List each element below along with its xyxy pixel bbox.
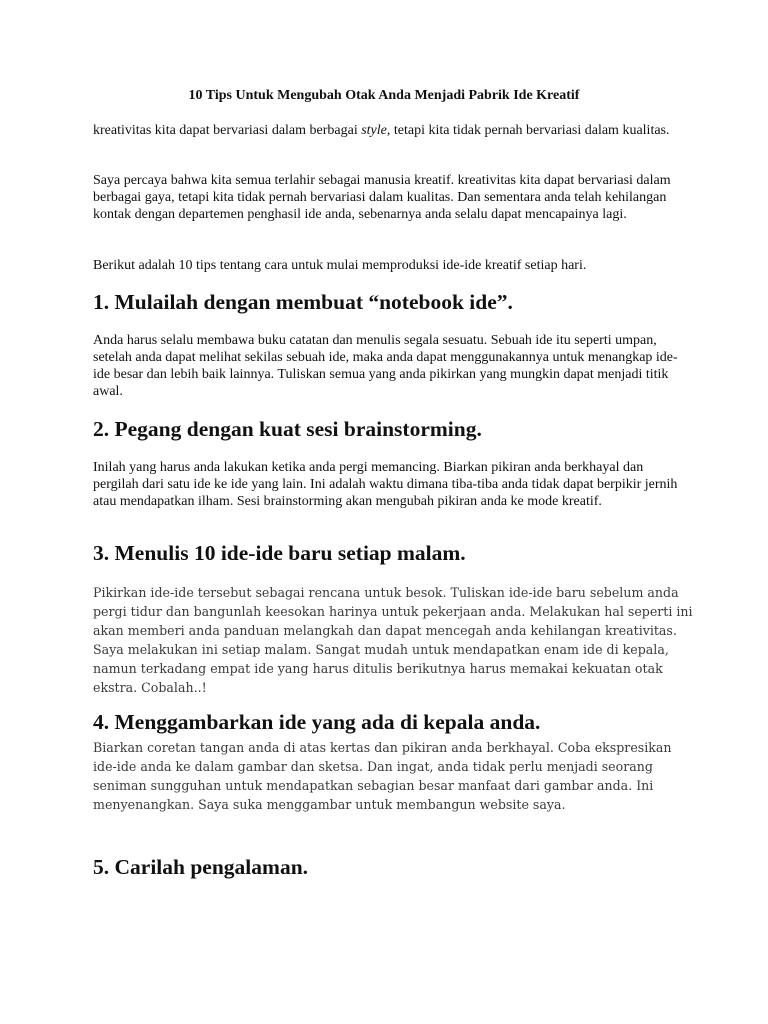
section-heading-4: 4. Menggambarkan ide yang ada di kepala anda. xyxy=(93,710,541,734)
document-title: 10 Tips Untuk Mengubah Otak Anda Menjadi Pabrik Ide Kreatif xyxy=(188,88,580,103)
section-heading-3: 3. Menulis 10 ide-ide baru setiap malam. xyxy=(93,541,466,565)
intro-paragraph-2: Saya percaya bahwa kita semua terlahir sebagai manusia kreatif. kreativitas kita dapat bervariasi dalam berbagai gaya, tetapi kita tidak pernah bervariasi dalam kualitas. Dan sementara anda telah kehilangan kontak dengan departemen penghasil ide anda, sebenarnya anda selalu dapat mencapainya lagi. xyxy=(93,173,671,222)
section-body-4: Biarkan coretan tangan anda di atas kertas dan pikiran anda berkhayal. Coba ekspresikan ide-ide anda ke dalam gambar dan sketsa. Dan ingat, anda tidak perlu menjadi seorang seniman sungguhan untuk mendapatkan sebagian besar manfaat dari gambar anda. Ini menyenangkan. Saya suka menggambar untuk membangun website saya. xyxy=(93,740,672,812)
section-heading-1: 1. Mulailah dengan membuat “notebook ide”. xyxy=(93,290,513,314)
section-heading-5: 5. Carilah pengalaman. xyxy=(93,855,309,879)
section-heading-2: 2. Pegang dengan kuat sesi brainstorming. xyxy=(93,417,482,441)
intro-paragraph-1-text-a: kreativitas kita dapat bervariasi dalam berbagai xyxy=(93,123,362,138)
intro-paragraph-1-text-b: , tetapi kita tidak pernah bervariasi dalam kualitas. xyxy=(386,123,670,138)
intro-paragraph-1 xyxy=(93,122,683,139)
intro-paragraph-3: Berikut adalah 10 tips tentang cara untuk mulai memproduksi ide-ide kreatif setiap hari. xyxy=(93,258,587,273)
section-body-1: Anda harus selalu membawa buku catatan dan menulis segala sesuatu. Sebuah ide itu seperti umpan, setelah anda dapat melihat sekilas sebuah ide, maka anda dapat menggunakannya untuk menangkap ide-ide besar dan lebih baik lainnya. Tuliskan semua yang anda pikirkan yang mungkin dapat menjadi titik awal. xyxy=(93,333,678,399)
intro-paragraph-1-italic: style xyxy=(361,123,387,138)
section-body-3: Pikirkan ide-ide tersebut sebagai rencana untuk besok. Tuliskan ide-ide baru sebelum anda pergi tidur dan bangunlah keesokan harinya untuk pekerjaan anda. Melakukan hal seperti ini akan memberi anda panduan melangkah dan dapat mencegah anda kehilangan kreativitas. Saya melakukan ini setiap malam. Sangat mudah untuk mendapatkan enam ide di kepala, namun terkadang empat ide yang harus ditulis berikutnya harus memakai kekuatan otak ekstra. Cobalah..! xyxy=(93,585,693,695)
section-body-2: Inilah yang harus anda lakukan ketika anda pergi memancing. Biarkan pikiran anda berkhayal dan pergilah dari satu ide ke ide yang lain. Ini adalah waktu dimana tiba-tiba anda tidak dapat berpikir jernih atau mendapatkan ilham. Sesi brainstorming akan mengubah pikiran anda ke mode kreatif. xyxy=(93,460,678,509)
